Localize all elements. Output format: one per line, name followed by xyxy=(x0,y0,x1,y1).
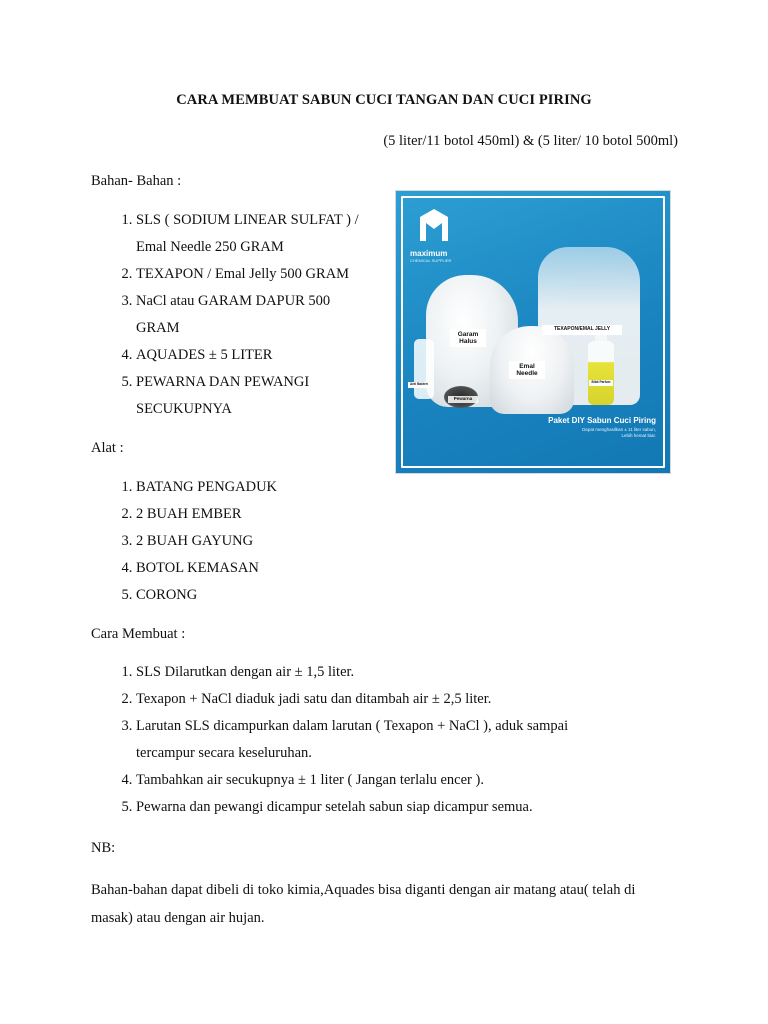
cara-list xyxy=(110,659,696,821)
list-item: 5. PEWARNA DAN PEWANGI SECUKUPNYA xyxy=(136,369,386,423)
nb-heading: NB: xyxy=(91,840,116,856)
product-image xyxy=(396,191,670,473)
alat-heading: Alat : xyxy=(91,440,124,456)
list-item: 4. Tambahkan air secukupnya ± 1 liter ( Jangan terlalu encer ). xyxy=(136,767,696,794)
list-item: 2. Texapon + NaCl diaduk jadi satu dan ditambah air ± 2,5 liter. xyxy=(136,686,696,713)
document-title: CARA MEMBUAT SABUN CUCI TANGAN DAN CUCI PIRING xyxy=(176,92,592,108)
brand-sub: CHEMICAL SUPPLIER xyxy=(410,258,452,263)
list-item: 3. Larutan SLS dicampurkan dalam larutan ( Texapon + NaCl ), aduk sampai tercampur secara keseluruhan. xyxy=(136,713,696,767)
list-item: 4. BOTOL KEMASAN xyxy=(136,555,536,582)
list-item: 2. TEXAPON / Emal Jelly 500 GRAM xyxy=(136,261,386,288)
paket-caption-sub: Dapat menghasilkan ± 11 liter sabun, Lebih hemat biar. xyxy=(582,427,656,439)
bahan-heading: Bahan- Bahan : xyxy=(91,173,182,189)
list-item: 1. SLS ( SODIUM LINEAR SULFAT ) / Emal Needle 250 GRAM xyxy=(136,207,386,261)
list-item: 4. AQUADES ± 5 LITER xyxy=(136,342,386,369)
anti-bakteri-bottle xyxy=(414,339,434,399)
list-item: 5. CORONG xyxy=(136,582,536,609)
brand-name: maximum xyxy=(410,249,448,258)
bahan-list xyxy=(110,207,386,423)
document-subtitle: (5 liter/11 botol 450ml) & (5 liter/ 10 botol 500ml) xyxy=(383,133,678,149)
nb-text: Bahan-bahan dapat dibeli di toko kimia,Aquades bisa diganti dengan air matang atau( telah di masak) atau dengan air hujan. xyxy=(91,882,636,926)
bibit-parfum-bottle xyxy=(588,341,614,405)
list-item: 5. Pewarna dan pewangi dicampur setelah sabun siap dicampur semua. xyxy=(136,794,696,821)
list-item: 3. 2 BUAH GAYUNG xyxy=(136,528,536,555)
list-item: 3. NaCl atau GARAM DAPUR 500 GRAM xyxy=(136,288,386,342)
paket-caption: Paket DIY Sabun Cuci Piring xyxy=(548,416,656,425)
list-item: 2. 2 BUAH EMBER xyxy=(136,501,536,528)
garam-label: Garam Halus xyxy=(450,329,486,347)
list-item: 1. SLS Dilarutkan dengan air ± 1,5 liter. xyxy=(136,659,696,686)
alat-list xyxy=(110,474,536,609)
emal-label: Emal Needle xyxy=(509,361,545,379)
anti-bakteri-label: Anti Bakteri xyxy=(408,382,430,388)
list-item: 1. BATANG PENGADUK xyxy=(136,474,536,501)
bibit-parfum-label: Bibit Parfum xyxy=(589,380,613,386)
texapon-label: TEXAPON/EMAL JELLY xyxy=(542,325,622,335)
pewarna-label: Pewarna xyxy=(448,396,478,403)
brand-logo-icon xyxy=(414,207,454,247)
cara-heading: Cara Membuat : xyxy=(91,626,186,642)
